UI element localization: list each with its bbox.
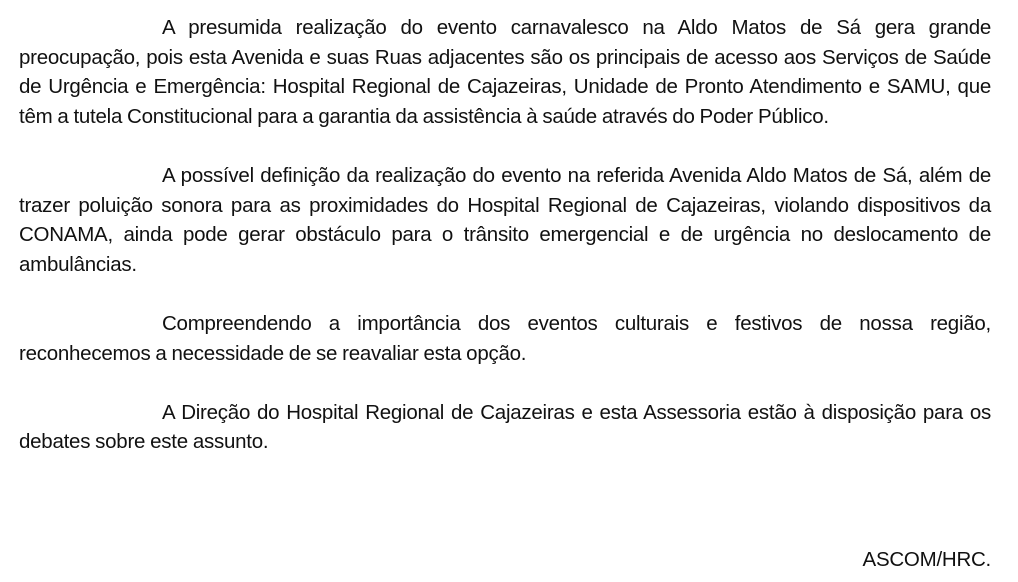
document-body bbox=[19, 13, 991, 487]
paragraph-3: Compreendendo a importância dos eventos culturais e festivos de nossa região, reconhecemos a necessidade de se reavaliar esta opção. bbox=[19, 311, 991, 365]
signature: ASCOM/HRC. bbox=[862, 548, 991, 571]
paragraph-2: A possível definição da realização do evento na referida Avenida Aldo Matos de Sá, além de trazer poluição sonora para as proximidades do Hospital Regional de Cajazeiras, violando dispositivos da CONAMA, ainda pode gerar obstáculo para o trânsito emergencial e de urgência no deslocamento de ambulâncias. bbox=[19, 163, 991, 276]
paragraph-1: A presumida realização do evento carnavalesco na Aldo Matos de Sá gera grande preocupação, pois esta Avenida e suas Ruas adjacentes são os principais de acesso aos Serviços de Saúde de Urgência e Emergência: Hospital Regional de Cajazeiras, Unidade de Pronto Atendimento e SAMU, que têm a tutela Constitucional para a garantia da assistência à saúde através do Poder Público. bbox=[19, 16, 991, 128]
paragraph-4: A Direção do Hospital Regional de Cajazeiras e esta Assessoria estão à disposição para os debates sobre este assunto. bbox=[19, 400, 991, 454]
